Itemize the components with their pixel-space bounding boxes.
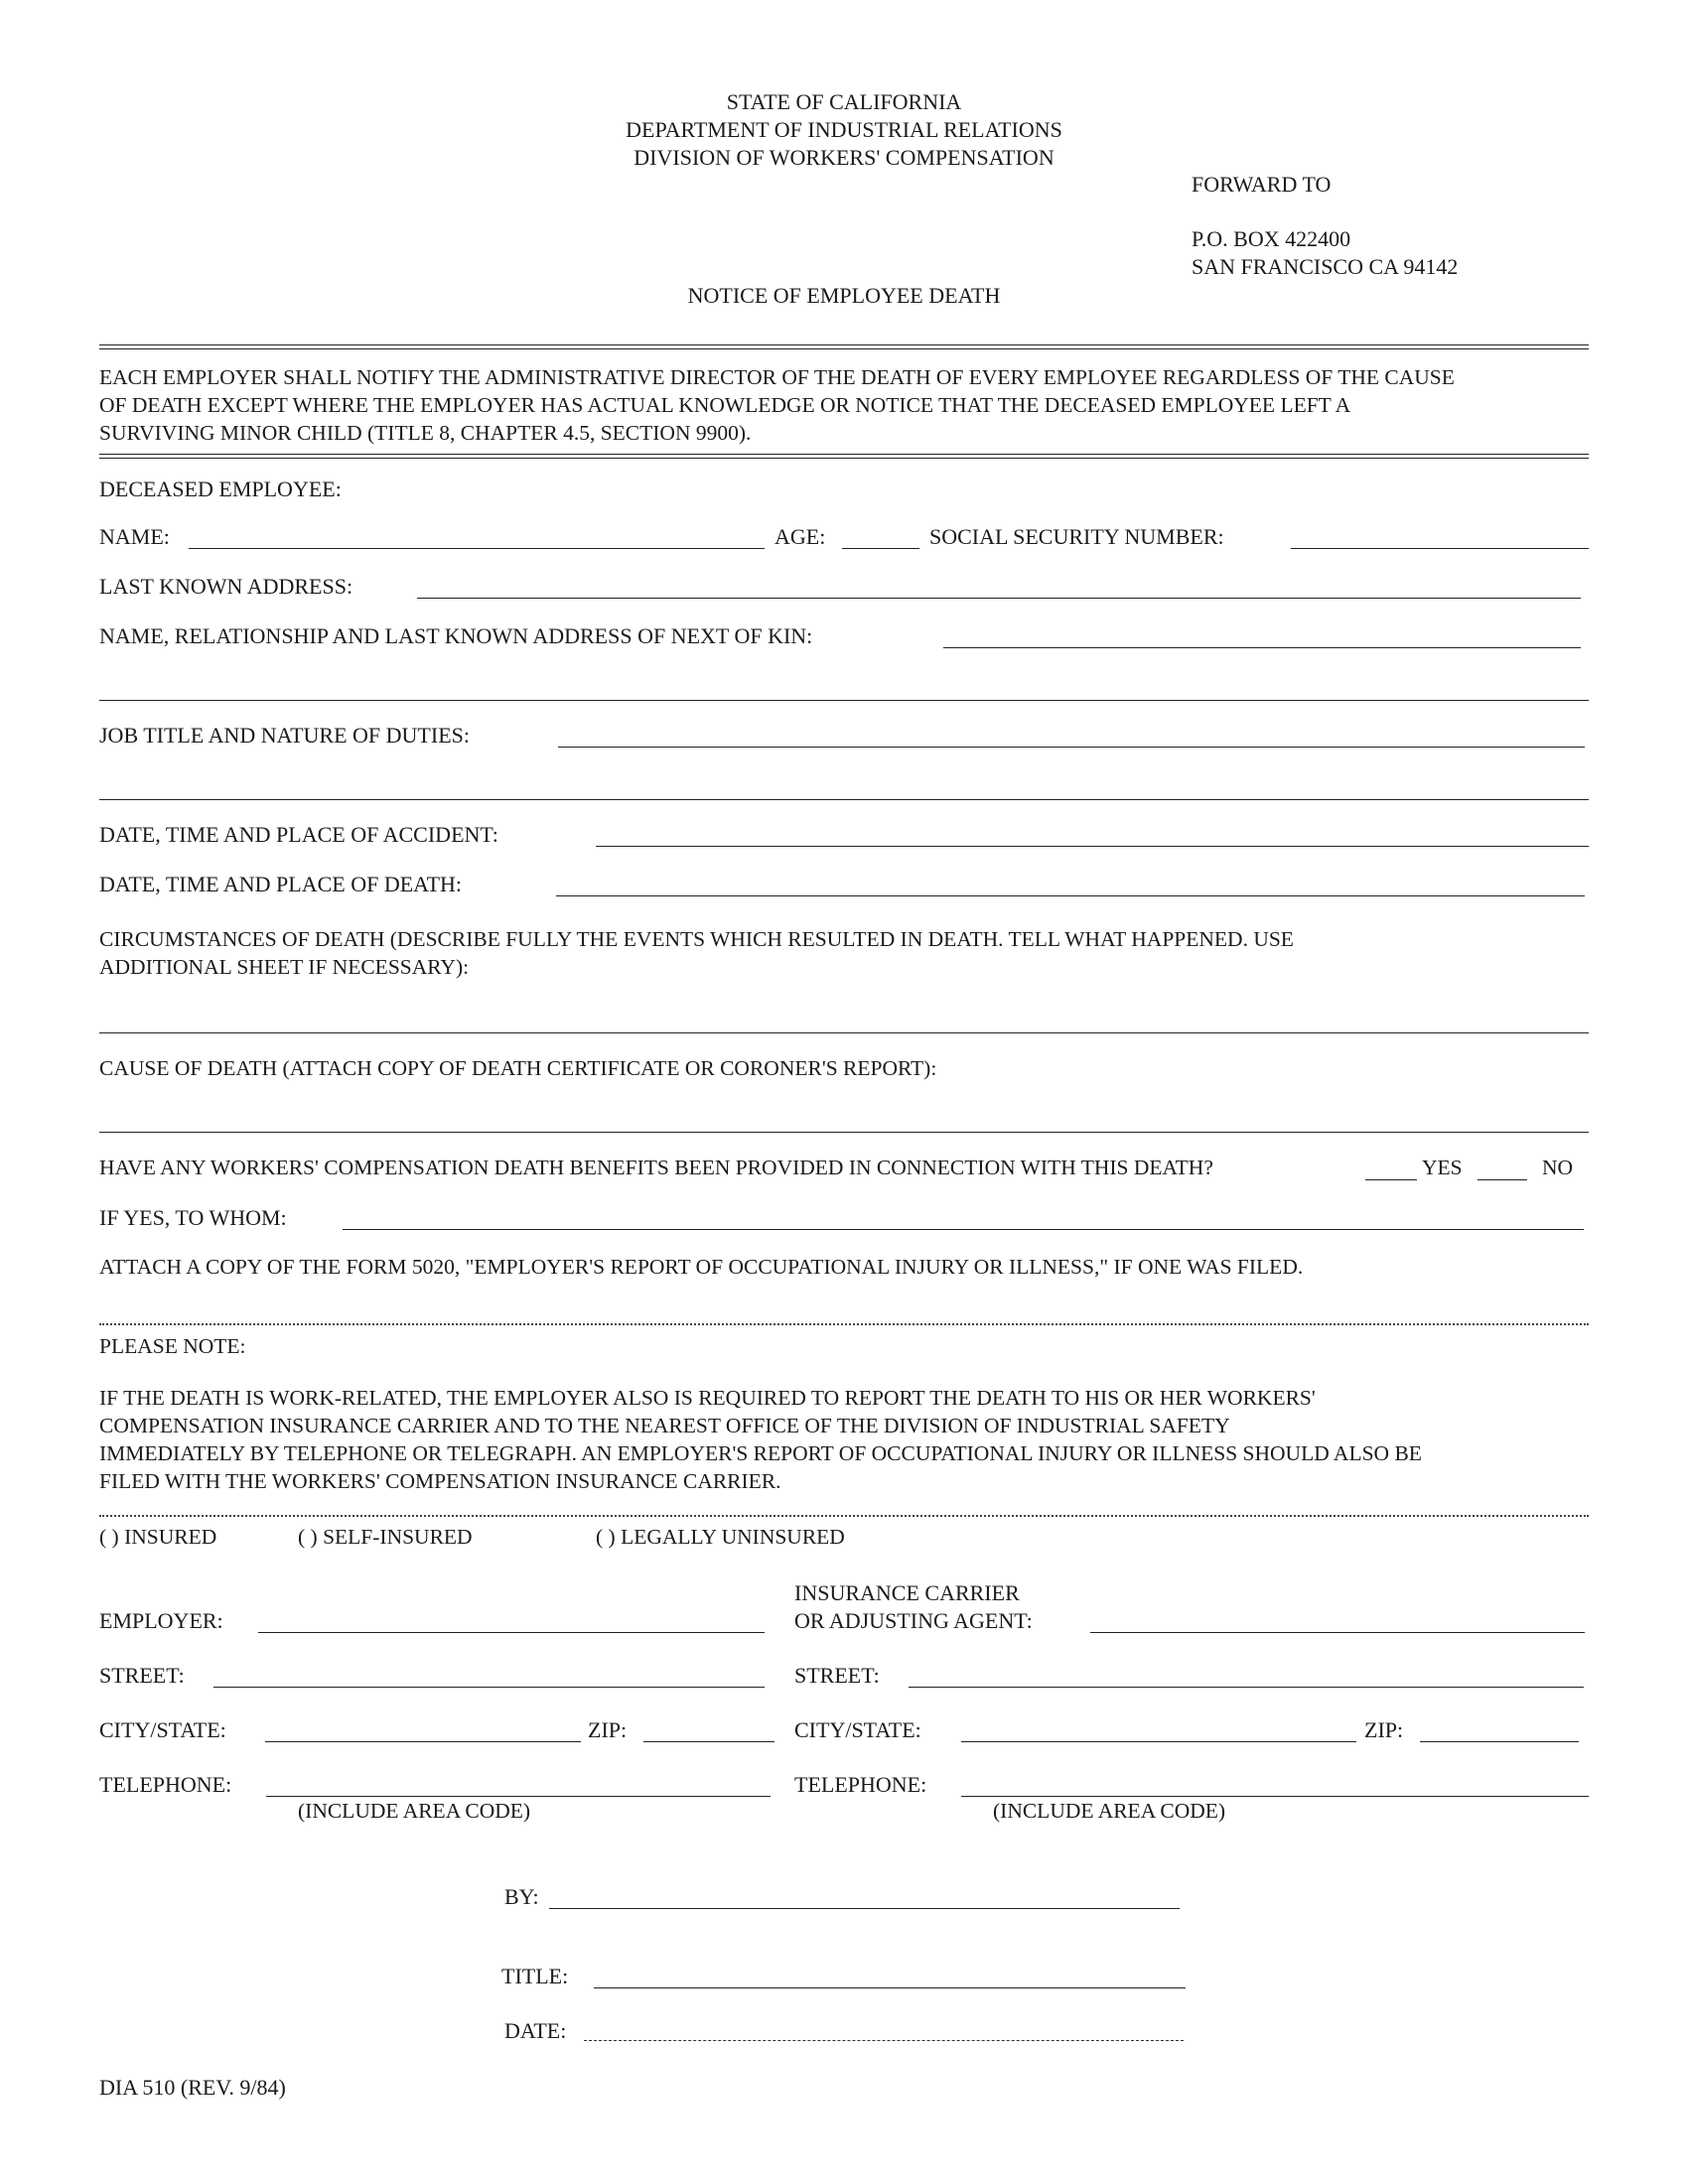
employer-area-code-note: (INCLUDE AREA CODE) (298, 1799, 531, 1823)
next-of-kin-label: NAME, RELATIONSHIP AND LAST KNOWN ADDRESS OF NEXT OF KIN: (99, 623, 813, 648)
title-field[interactable] (594, 1987, 1186, 1988)
benefits-no-field[interactable] (1477, 1179, 1527, 1180)
next-of-kin-field[interactable] (943, 647, 1581, 648)
notice-line-1: EACH EMPLOYER SHALL NOTIFY THE ADMINISTRATIVE DIRECTOR OF THE DEATH OF EVERY EMPLOYEE REGARDLESS OF THE CAUSE (99, 365, 1455, 389)
header-division: DIVISION OF WORKERS' COMPENSATION (633, 145, 1055, 170)
next-of-kin-field-2[interactable] (99, 700, 1589, 701)
carrier-area-code-note: (INCLUDE AREA CODE) (993, 1799, 1226, 1823)
carrier-label-1: INSURANCE CARRIER (794, 1580, 1020, 1605)
benefits-no-label: NO (1542, 1156, 1574, 1179)
death-field[interactable] (556, 895, 1585, 896)
carrier-telephone-label: TELEPHONE: (794, 1772, 927, 1797)
employer-street-field[interactable] (213, 1687, 765, 1688)
job-title-field[interactable] (558, 747, 1585, 748)
address-label: LAST KNOWN ADDRESS: (99, 574, 353, 599)
attach-form-text: ATTACH A COPY OF THE FORM 5020, "EMPLOYER'S REPORT OF OCCUPATIONAL INJURY OR ILLNESS," IF ONE WAS FILED. (99, 1255, 1304, 1279)
by-label: BY: (504, 1884, 539, 1909)
carrier-zip-field[interactable] (1420, 1741, 1579, 1742)
employer-label: EMPLOYER: (99, 1608, 223, 1633)
cause-field[interactable] (99, 1132, 1589, 1133)
please-note-line-1: IF THE DEATH IS WORK-RELATED, THE EMPLOYER ALSO IS REQUIRED TO REPORT THE DEATH TO HIS OR HER WORKERS' (99, 1386, 1316, 1410)
benefits-yes-field[interactable] (1365, 1179, 1417, 1180)
date-field[interactable] (584, 2040, 1184, 2041)
legally-uninsured-checkbox[interactable]: ( ) LEGALLY UNINSURED (596, 1525, 845, 1549)
carrier-label-2: OR ADJUSTING AGENT: (794, 1608, 1033, 1633)
notice-line-3: SURVIVING MINOR CHILD (TITLE 8, CHAPTER 4.5, SECTION 9900). (99, 421, 752, 445)
carrier-city-label: CITY/STATE: (794, 1717, 921, 1742)
employer-zip-field[interactable] (643, 1741, 774, 1742)
employer-telephone-field[interactable] (266, 1796, 771, 1797)
employer-field[interactable] (258, 1632, 765, 1633)
death-label: DATE, TIME AND PLACE OF DEATH: (99, 872, 463, 896)
address-field[interactable] (417, 598, 1581, 599)
carrier-street-field[interactable] (909, 1687, 1584, 1688)
form-title: NOTICE OF EMPLOYEE DEATH (687, 283, 1001, 308)
carrier-city-field[interactable] (961, 1741, 1356, 1742)
cause-label: CAUSE OF DEATH (ATTACH COPY OF DEATH CERTIFICATE OR CORONER'S REPORT): (99, 1056, 937, 1080)
please-note-line-3: IMMEDIATELY BY TELEPHONE OR TELEGRAPH. AN EMPLOYER'S REPORT OF OCCUPATIONAL INJURY OR ILLNESS SHOULD ALSO BE (99, 1441, 1422, 1465)
please-note-heading: PLEASE NOTE: (99, 1334, 246, 1358)
please-note-line-2: COMPENSATION INSURANCE CARRIER AND TO THE NEAREST OFFICE OF THE DIVISION OF INDUSTRIAL SAFETY (99, 1414, 1230, 1437)
by-field[interactable] (549, 1908, 1180, 1909)
benefits-question: HAVE ANY WORKERS' COMPENSATION DEATH BENEFITS BEEN PROVIDED IN CONNECTION WITH THIS DEATH? (99, 1156, 1213, 1179)
carrier-telephone-field[interactable] (961, 1796, 1589, 1797)
deceased-heading: DECEASED EMPLOYEE: (99, 477, 342, 501)
notice-double-rule (99, 454, 1589, 459)
carrier-field[interactable] (1090, 1632, 1585, 1633)
dotted-separator-1 (99, 1323, 1589, 1325)
forward-city: SAN FRANCISCO CA 94142 (1192, 254, 1459, 279)
dotted-separator-2 (99, 1515, 1589, 1517)
notice-line-2: OF DEATH EXCEPT WHERE THE EMPLOYER HAS ACTUAL KNOWLEDGE OR NOTICE THAT THE DECEASED EMPLOYEE LEFT A (99, 393, 1351, 417)
header-state: STATE OF CALIFORNIA (726, 89, 962, 114)
accident-field[interactable] (596, 846, 1589, 847)
to-whom-label: IF YES, TO WHOM: (99, 1205, 287, 1230)
employer-city-field[interactable] (265, 1741, 581, 1742)
forward-to-label: FORWARD TO (1192, 172, 1332, 197)
name-label: NAME: (99, 524, 170, 549)
ssn-label: SOCIAL SECURITY NUMBER: (929, 524, 1224, 549)
carrier-zip-label: ZIP: (1364, 1717, 1404, 1742)
employer-street-label: STREET: (99, 1663, 185, 1688)
insured-checkbox[interactable]: ( ) INSURED (99, 1525, 217, 1549)
to-whom-field[interactable] (343, 1229, 1584, 1230)
age-field[interactable] (842, 548, 919, 549)
date-label: DATE: (504, 2018, 567, 2043)
circumstances-line-1: CIRCUMSTANCES OF DEATH (DESCRIBE FULLY THE EVENTS WHICH RESULTED IN DEATH. TELL WHAT HAPPENED. USE (99, 927, 1294, 951)
form-number: DIA 510 (REV. 9/84) (99, 2075, 286, 2100)
name-field[interactable] (189, 548, 765, 549)
please-note-line-4: FILED WITH THE WORKERS' COMPENSATION INSURANCE CARRIER. (99, 1469, 781, 1493)
employer-zip-label: ZIP: (588, 1717, 628, 1742)
benefits-yes-label: YES (1422, 1156, 1463, 1179)
employer-city-label: CITY/STATE: (99, 1717, 226, 1742)
title-label: TITLE: (501, 1964, 569, 1988)
age-label: AGE: (774, 524, 826, 549)
job-title-field-2[interactable] (99, 799, 1589, 800)
carrier-street-label: STREET: (794, 1663, 880, 1688)
header-department: DEPARTMENT OF INDUSTRIAL RELATIONS (626, 117, 1062, 142)
job-title-label: JOB TITLE AND NATURE OF DUTIES: (99, 723, 470, 748)
circumstances-field[interactable] (99, 1032, 1589, 1033)
employer-telephone-label: TELEPHONE: (99, 1772, 232, 1797)
self-insured-checkbox[interactable]: ( ) SELF-INSURED (298, 1525, 473, 1549)
ssn-field[interactable] (1291, 548, 1589, 549)
forward-po-box: P.O. BOX 422400 (1192, 226, 1351, 251)
top-double-rule (99, 344, 1589, 349)
accident-label: DATE, TIME AND PLACE OF ACCIDENT: (99, 822, 498, 847)
circumstances-line-2: ADDITIONAL SHEET IF NECESSARY): (99, 955, 470, 979)
